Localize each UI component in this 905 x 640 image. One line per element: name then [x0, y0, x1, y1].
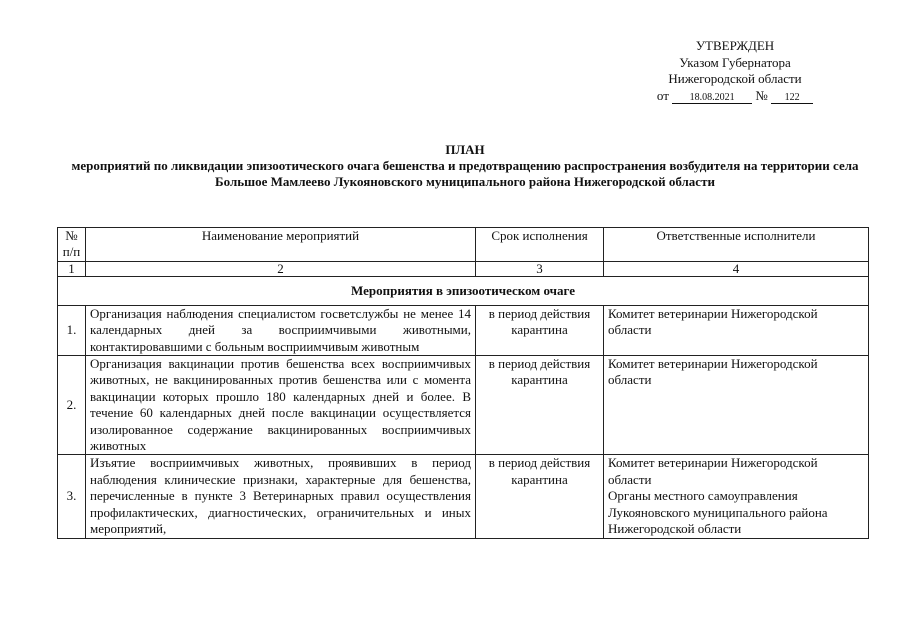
approval-date-number-line [640, 88, 830, 105]
column-number-row [58, 261, 869, 276]
approval-number: 122 [771, 92, 813, 104]
number-label: № [755, 87, 768, 103]
row-responsible [604, 305, 869, 355]
approval-block [640, 38, 830, 104]
column-number: 2 [86, 261, 476, 276]
row-measure: Изъятие восприимчивых животных, проявивших в период наблюдения клинические признаки, характерные для бешенства, перечисленные в пункте 3 Ветеринарных правил осуществления профилактических, диагностических, ограничительных и иных мероприятий, [86, 455, 476, 538]
responsible-party: Комитет ветеринарии Нижегородской области [608, 305, 818, 338]
header-responsible: Ответственные исполнители [604, 228, 869, 262]
row-measure: Организация вакцинации против бешенства всех восприимчивых животных, не вакцинированных против бешенства или с момента вакцинации которых прошло 180 календарных дней и более. В течение 60 календарных дней после вакцинации осуществляется изолированное содержание вакцинированных восприимчивых животных [86, 356, 476, 455]
header-term: Срок исполнения [476, 228, 604, 262]
section-row [58, 276, 869, 305]
row-responsible [604, 356, 869, 455]
approval-status: УТВЕРЖДЕН [695, 38, 775, 53]
row-number: 1. [58, 305, 86, 355]
row-responsible [604, 455, 869, 538]
row-term: в период действия карантина [476, 455, 604, 538]
header-name: Наименование мероприятий [86, 228, 476, 262]
column-number: 3 [476, 261, 604, 276]
row-term: в период действия карантина [476, 305, 604, 355]
row-term: в период действия карантина [476, 356, 604, 455]
responsible-party: Органы местного самоуправления Лукояновского муниципального района Нижегородской области [608, 488, 828, 537]
table-header-row [58, 228, 869, 262]
row-number: 3. [58, 455, 86, 538]
from-label: от [656, 87, 669, 103]
header-no: № п/п [58, 228, 86, 262]
table-row [58, 455, 869, 538]
section-title: Мероприятия в эпизоотическом очаге [58, 276, 869, 305]
plan-table [57, 227, 869, 539]
responsible-party: Комитет ветеринарии Нижегородской области [608, 356, 818, 388]
approval-authority: Указом Губернатора [679, 54, 791, 70]
responsible-party: Комитет ветеринарии Нижегородской области [608, 455, 818, 487]
table-row [58, 356, 869, 455]
table-row [58, 305, 869, 355]
approval-date: 18.08.2021 [672, 92, 752, 104]
column-number: 4 [604, 261, 869, 276]
document-title [60, 142, 870, 190]
row-number: 2. [58, 356, 86, 455]
plan-heading: ПЛАН [445, 142, 485, 157]
row-measure: Организация наблюдения специалистом госветслужбы не менее 14 календарных дней за восприимчивыми животными, контактировавшими с больным восприимчивым животным [86, 305, 476, 355]
column-number: 1 [58, 261, 86, 276]
plan-subtitle: мероприятий по ликвидации эпизоотического очага бешенства и предотвращению распространения возбудителя на территории села Большое Мамлеево Лукояновского муниципального района Нижегородской области [71, 158, 859, 189]
approval-region: Нижегородской области [668, 71, 802, 86]
